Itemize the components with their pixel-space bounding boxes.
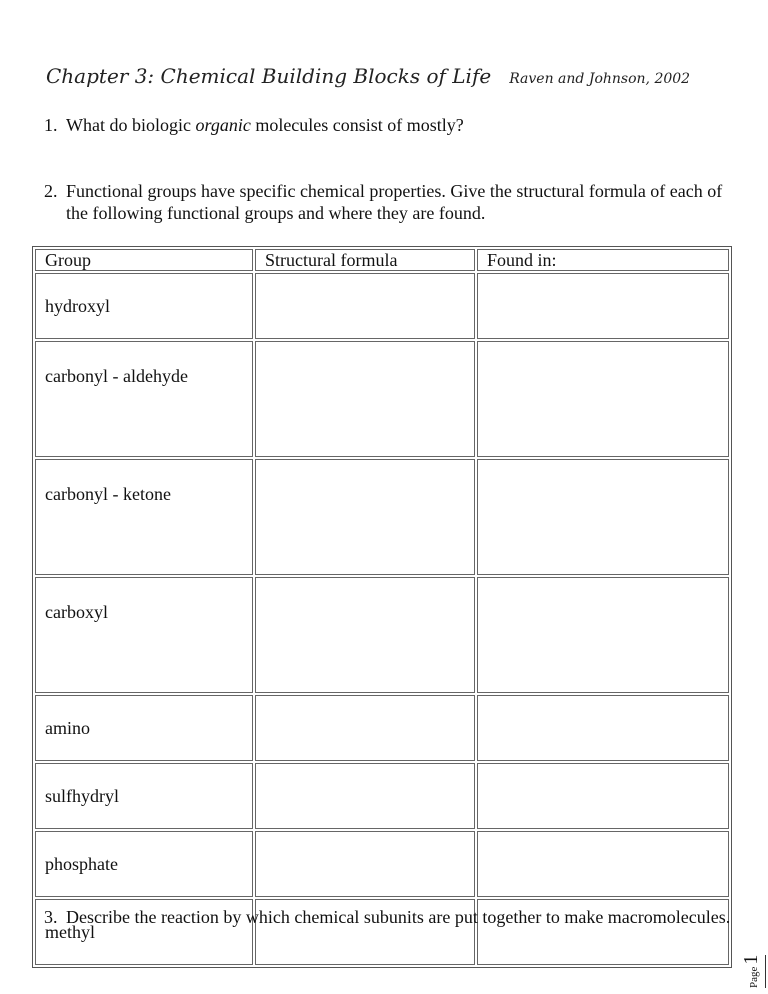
group-name: carboxyl <box>35 577 253 693</box>
group-name: carbonyl - aldehyde <box>35 341 253 457</box>
found-in-cell[interactable] <box>477 273 729 339</box>
question-1 <box>44 114 724 136</box>
group-name: phosphate <box>35 831 253 897</box>
header-found-in: Found in: <box>477 249 729 271</box>
found-in-cell[interactable] <box>477 831 729 897</box>
found-in-cell[interactable] <box>477 577 729 693</box>
found-in-cell[interactable] <box>477 341 729 457</box>
page-number: 1 <box>740 954 762 965</box>
question-2 <box>44 180 734 224</box>
found-in-cell[interactable] <box>477 763 729 829</box>
chapter-title: Chapter 3: Chemical Building Blocks of Life <box>46 64 492 88</box>
structural-formula-cell[interactable] <box>255 459 475 575</box>
header-structural-formula: Structural formula <box>255 249 475 271</box>
group-name: methyl <box>35 899 253 965</box>
group-name: hydroxyl <box>35 273 253 339</box>
question-text: Describe the reaction by which chemical subunits are put together to make macromolecules. <box>66 907 731 927</box>
question-number: 1. <box>44 115 58 135</box>
source-citation: Raven and Johnson, 2002 <box>509 71 691 87</box>
page-number-label <box>740 955 766 988</box>
found-in-cell[interactable] <box>477 459 729 575</box>
structural-formula-cell[interactable] <box>255 695 475 761</box>
page-word: Page <box>748 966 760 988</box>
group-name: sulfhydryl <box>35 763 253 829</box>
structural-formula-cell[interactable] <box>255 341 475 457</box>
table-row <box>35 577 729 693</box>
table-row <box>35 763 729 829</box>
table-header-row <box>35 249 729 271</box>
question-text <box>66 114 724 136</box>
structural-formula-cell[interactable] <box>255 831 475 897</box>
group-name: amino <box>35 695 253 761</box>
question-number: 2. <box>44 181 58 201</box>
table-row <box>35 273 729 339</box>
structural-formula-cell[interactable] <box>255 763 475 829</box>
group-name: carbonyl - ketone <box>35 459 253 575</box>
question-text-part: molecules consist of mostly? <box>250 115 464 135</box>
table-row <box>35 831 729 897</box>
table-row <box>35 341 729 457</box>
emphasis-word: organic <box>195 115 251 135</box>
question-text: Functional groups have specific chemical properties. Give the structural formula of each of the following functional groups and where they are found. <box>66 181 723 223</box>
structural-formula-cell[interactable] <box>255 273 475 339</box>
page-number-marker <box>740 908 764 988</box>
table-row <box>35 695 729 761</box>
question-3 <box>44 906 734 928</box>
structural-formula-cell[interactable] <box>255 577 475 693</box>
table-row <box>35 459 729 575</box>
question-number: 3. <box>44 907 58 927</box>
page-header <box>46 64 690 88</box>
functional-groups-table <box>32 246 732 968</box>
question-text-part: What do biologic <box>66 115 196 135</box>
header-group: Group <box>35 249 253 271</box>
found-in-cell[interactable] <box>477 695 729 761</box>
